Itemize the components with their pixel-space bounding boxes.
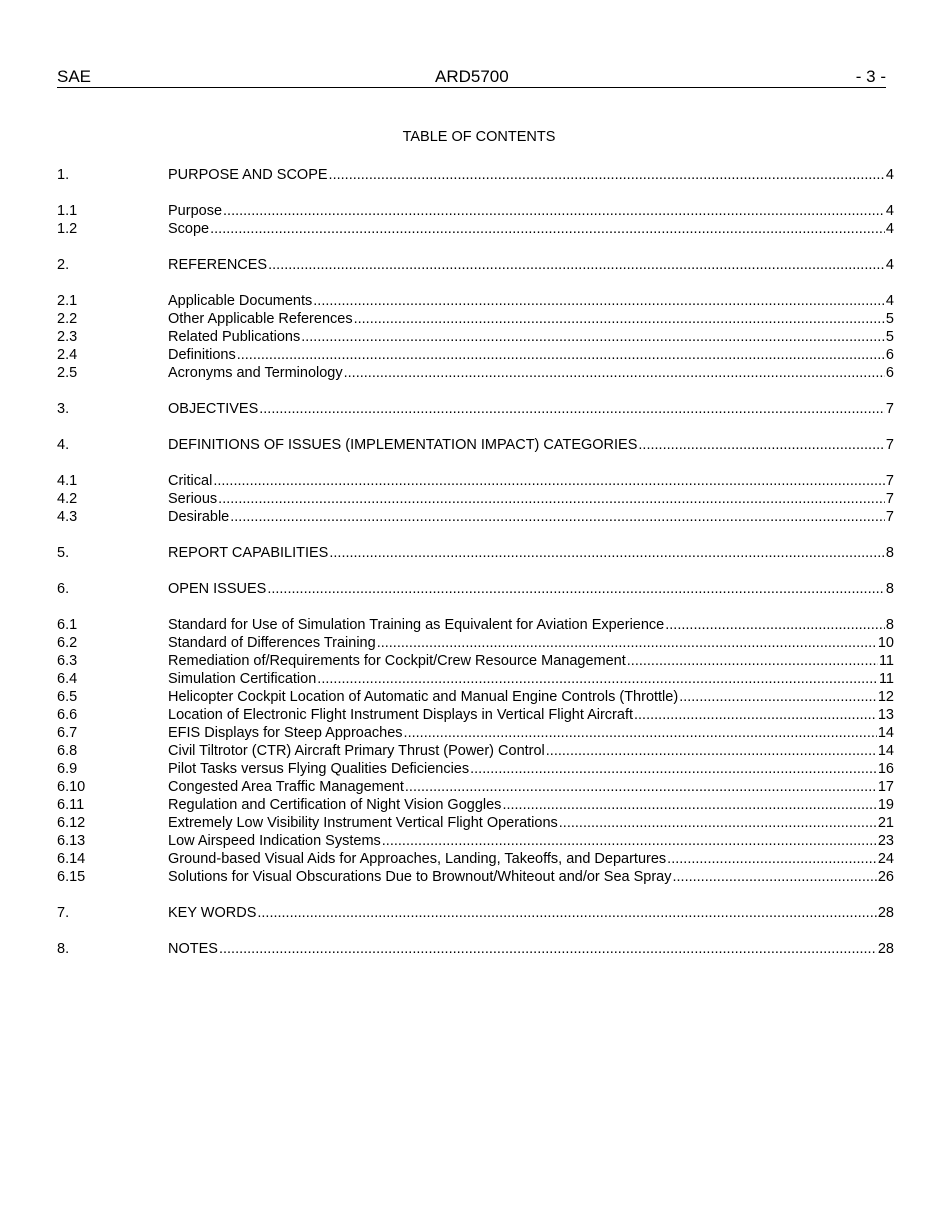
toc-entry-number: 2.2: [57, 311, 78, 327]
header-page-number: - 3 -: [855, 67, 886, 86]
toc-entry-number: 4.1: [57, 473, 78, 489]
toc-dot-leader: [634, 706, 877, 724]
toc-entry-number: 6.5: [57, 689, 78, 705]
toc-dot-leader: [329, 166, 885, 184]
toc-entry-title: Purpose: [168, 203, 223, 219]
toc-entry[interactable]: [57, 328, 894, 346]
toc-entry-number: 1.1: [57, 203, 78, 219]
toc-dot-leader: [237, 346, 885, 364]
toc-entry-number: 6.2: [57, 635, 78, 651]
toc-entry[interactable]: [57, 904, 894, 922]
toc-entry-page: 13: [877, 707, 894, 723]
toc-entry-title: Scope: [168, 221, 210, 237]
toc-dot-leader: [667, 850, 877, 868]
toc-entry[interactable]: [57, 724, 894, 742]
toc-entry-page: 4: [885, 167, 894, 183]
toc-entry-number: 2.1: [57, 293, 78, 309]
toc-entry-title: REFERENCES: [168, 257, 268, 273]
toc-entry-number: 6.8: [57, 743, 78, 759]
toc-entry-title: Critical: [168, 473, 213, 489]
toc-entry[interactable]: [57, 202, 894, 220]
toc-entry[interactable]: [57, 220, 894, 238]
toc-entry-title: PURPOSE AND SCOPE: [168, 167, 328, 183]
toc-dot-leader: [404, 724, 877, 742]
toc-entry-number: 1.: [57, 167, 70, 183]
toc-entry-title: Helicopter Cockpit Location of Automatic and Manual Engine Controls (Throttle): [168, 689, 679, 705]
toc-entry-title: Simulation Certification: [168, 671, 317, 687]
toc-entry-title: Definitions: [168, 347, 236, 363]
toc-entry-title: Desirable: [168, 509, 230, 525]
toc-dot-leader: [382, 832, 877, 850]
toc-entry-number: 4.: [57, 437, 70, 453]
toc-dot-leader: [665, 616, 885, 634]
toc-entry-page: 10: [877, 635, 894, 651]
toc-entry[interactable]: [57, 868, 894, 886]
toc-entry-title: Other Applicable References: [168, 311, 353, 327]
toc-entry-page: 4: [885, 293, 894, 309]
toc-entry-page: 4: [885, 257, 894, 273]
toc-entry[interactable]: [57, 814, 894, 832]
toc-dot-leader: [210, 220, 885, 238]
toc-entry-number: 2.: [57, 257, 70, 273]
toc-entry-page: 14: [877, 725, 894, 741]
toc-dot-leader: [470, 760, 877, 778]
toc-entry-number: 4.2: [57, 491, 78, 507]
toc-entry-title: Civil Tiltrotor (CTR) Aircraft Primary Thrust (Power) Control: [168, 743, 545, 759]
toc-entry-page: 16: [877, 761, 894, 777]
toc-entry-page: 4: [885, 203, 894, 219]
toc-entry[interactable]: [57, 508, 894, 526]
toc-entry-page: 26: [877, 869, 894, 885]
toc-entry[interactable]: [57, 292, 894, 310]
toc-entry-page: 28: [877, 905, 894, 921]
toc-entry-page: 5: [885, 311, 894, 327]
toc-entry-number: 6.3: [57, 653, 78, 669]
toc-entry[interactable]: [57, 742, 894, 760]
toc-entry-page: 5: [885, 329, 894, 345]
toc-entry[interactable]: [57, 778, 894, 796]
toc-entry[interactable]: [57, 436, 894, 454]
table-of-contents: [57, 166, 894, 958]
toc-entry-title: Extremely Low Visibility Instrument Vertical Flight Operations: [168, 815, 558, 831]
toc-entry-page: 7: [885, 509, 894, 525]
toc-entry-page: 4: [885, 221, 894, 237]
header-document-id: ARD5700: [435, 67, 509, 86]
header-organization: SAE: [57, 67, 92, 86]
toc-entry-number: 6.1: [57, 617, 78, 633]
toc-dot-leader: [218, 490, 885, 508]
toc-entry-title: DEFINITIONS OF ISSUES (IMPLEMENTATION IMPACT) CATEGORIES: [168, 437, 638, 453]
toc-dot-leader: [679, 688, 877, 706]
toc-entry-page: 7: [885, 473, 894, 489]
toc-entry-title: Remediation of/Requirements for Cockpit/Crew Resource Management: [168, 653, 626, 669]
toc-entry-number: 8.: [57, 941, 70, 957]
toc-dot-leader: [405, 778, 877, 796]
toc-entry-title: Ground-based Visual Aids for Approaches, Landing, Takeoffs, and Departures: [168, 851, 667, 867]
toc-entry-page: 8: [885, 617, 894, 633]
toc-dot-leader: [502, 796, 876, 814]
toc-dot-leader: [313, 292, 885, 310]
toc-entry[interactable]: [57, 616, 894, 634]
toc-dot-leader: [638, 436, 885, 454]
toc-entry-title: NOTES: [168, 941, 218, 957]
toc-entry-number: 5.: [57, 545, 70, 561]
toc-entry-number: 6.13: [57, 833, 86, 849]
toc-dot-leader: [268, 256, 885, 274]
toc-entry-page: 24: [877, 851, 894, 867]
toc-dot-leader: [329, 544, 885, 562]
toc-entry-number: 2.4: [57, 347, 78, 363]
toc-entry[interactable]: [57, 832, 894, 850]
page-header: [57, 67, 886, 88]
toc-entry[interactable]: [57, 256, 894, 274]
toc-entry-number: 6.6: [57, 707, 78, 723]
toc-dot-leader: [301, 328, 885, 346]
toc-entry[interactable]: [57, 760, 894, 778]
toc-entry-number: 6.10: [57, 779, 86, 795]
toc-entry-title: Congested Area Traffic Management: [168, 779, 404, 795]
toc-dot-leader: [267, 580, 885, 598]
toc-entry-page: 14: [877, 743, 894, 759]
toc-dot-leader: [627, 652, 878, 670]
toc-entry-title: KEY WORDS: [168, 905, 257, 921]
toc-dot-leader: [377, 634, 877, 652]
toc-entry-page: 21: [877, 815, 894, 831]
toc-entry-page: 11: [878, 653, 894, 669]
toc-entry-page: 19: [877, 797, 894, 813]
toc-entry-page: 7: [885, 401, 894, 417]
toc-entry-number: 6.14: [57, 851, 86, 867]
toc-entry-page: 23: [877, 833, 894, 849]
toc-entry-number: 6.: [57, 581, 70, 597]
toc-entry-number: 3.: [57, 401, 70, 417]
toc-dot-leader: [230, 508, 885, 526]
toc-entry[interactable]: [57, 634, 894, 652]
toc-entry-title: REPORT CAPABILITIES: [168, 545, 329, 561]
toc-entry[interactable]: [57, 544, 894, 562]
toc-entry-title: Related Publications: [168, 329, 301, 345]
toc-entry-title: EFIS Displays for Steep Approaches: [168, 725, 403, 741]
toc-entry[interactable]: [57, 796, 894, 814]
toc-entry[interactable]: [57, 472, 894, 490]
toc-entry-title: OBJECTIVES: [168, 401, 259, 417]
toc-entry-number: 6.12: [57, 815, 86, 831]
toc-entry-page: 11: [878, 671, 894, 687]
toc-entry[interactable]: [57, 580, 894, 598]
toc-dot-leader: [546, 742, 877, 760]
toc-entry[interactable]: [57, 490, 894, 508]
toc-entry[interactable]: [57, 706, 894, 724]
toc-entry[interactable]: [57, 670, 894, 688]
toc-entry-number: 6.15: [57, 869, 86, 885]
toc-entry-page: 7: [885, 491, 894, 507]
toc-dot-leader: [257, 904, 877, 922]
toc-entry[interactable]: [57, 364, 894, 382]
toc-dot-leader: [259, 400, 885, 418]
toc-entry-number: 6.11: [57, 797, 85, 813]
toc-entry-title: Location of Electronic Flight Instrument Displays in Vertical Flight Aircraft: [168, 707, 633, 723]
toc-entry-number: 6.9: [57, 761, 78, 777]
toc-dot-leader: [559, 814, 877, 832]
toc-entry-number: 2.3: [57, 329, 78, 345]
toc-entry-page: 6: [885, 365, 894, 381]
toc-entry-page: 8: [885, 581, 894, 597]
toc-entry-title: Solutions for Visual Obscurations Due to Brownout/Whiteout and/or Sea Spray: [168, 869, 672, 885]
toc-entry-number: 1.2: [57, 221, 78, 237]
toc-entry-title: Regulation and Certification of Night Vision Goggles: [168, 797, 502, 813]
toc-heading: TABLE OF CONTENTS: [402, 129, 556, 145]
toc-entry-number: 6.7: [57, 725, 78, 741]
toc-entry-page: 12: [877, 689, 894, 705]
toc-entry[interactable]: [57, 688, 894, 706]
toc-entry[interactable]: [57, 850, 894, 868]
toc-entry-page: 8: [885, 545, 894, 561]
toc-entry[interactable]: [57, 940, 894, 958]
toc-entry-number: 7.: [57, 905, 70, 921]
toc-entry-page: 6: [885, 347, 894, 363]
toc-entry-number: 6.4: [57, 671, 78, 687]
toc-entry-title: Applicable Documents: [168, 293, 313, 309]
toc-entry-title: Serious: [168, 491, 218, 507]
toc-entry[interactable]: [57, 166, 894, 184]
toc-entry-title: Acronyms and Terminology: [168, 365, 343, 381]
toc-entry-title: Pilot Tasks versus Flying Qualities Deficiencies: [168, 761, 470, 777]
toc-dot-leader: [219, 940, 877, 958]
toc-entry-number: 2.5: [57, 365, 78, 381]
toc-entry-title: Standard of Differences Training: [168, 635, 376, 651]
toc-entry-title: Standard for Use of Simulation Training as Equivalent for Aviation Experience: [168, 617, 665, 633]
toc-entry-page: 28: [877, 941, 894, 957]
toc-dot-leader: [672, 868, 876, 886]
toc-entry-page: 17: [877, 779, 894, 795]
toc-entry-title: OPEN ISSUES: [168, 581, 267, 597]
toc-dot-leader: [344, 364, 885, 382]
toc-entry-number: 4.3: [57, 509, 78, 525]
toc-entry-page: 7: [885, 437, 894, 453]
toc-entry-title: Low Airspeed Indication Systems: [168, 833, 381, 849]
toc-entry[interactable]: [57, 310, 894, 328]
toc-entry[interactable]: [57, 400, 894, 418]
toc-dot-leader: [354, 310, 885, 328]
toc-dot-leader: [213, 472, 885, 490]
toc-entry[interactable]: [57, 346, 894, 364]
toc-dot-leader: [317, 670, 878, 688]
toc-dot-leader: [223, 202, 885, 220]
toc-entry[interactable]: [57, 652, 894, 670]
